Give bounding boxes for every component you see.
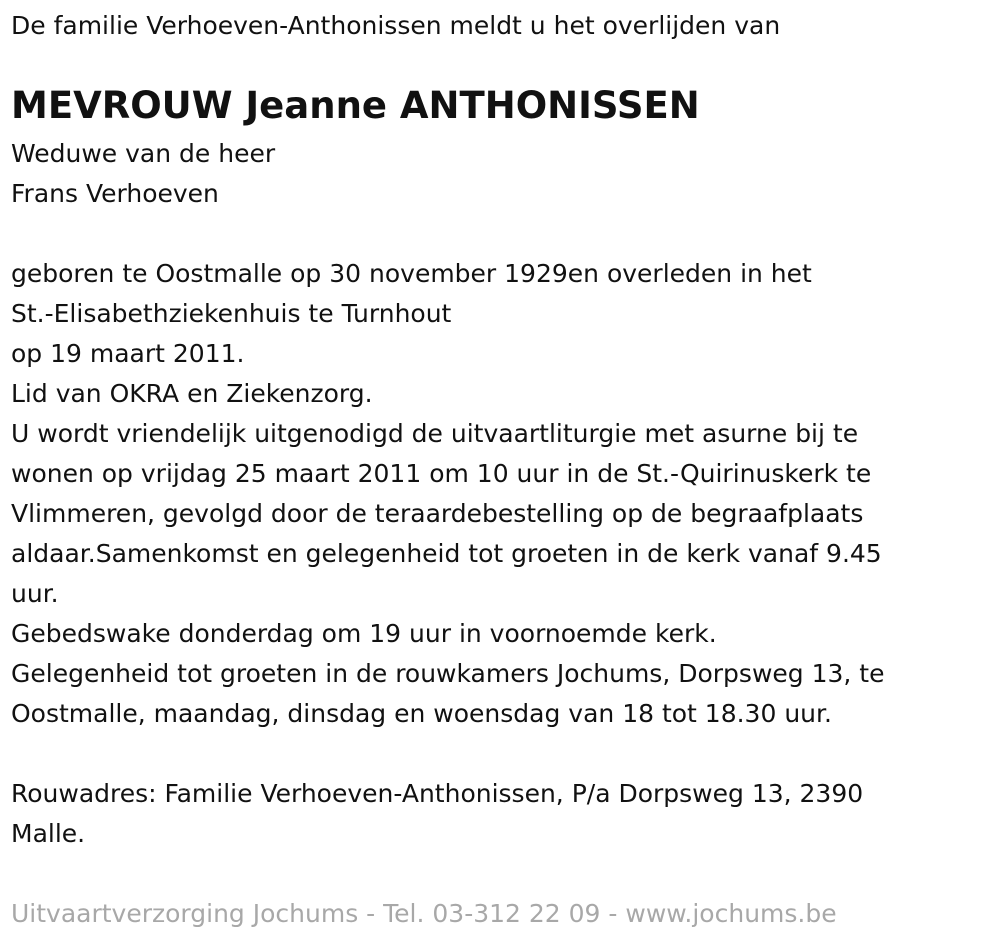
spouse-line: Frans Verhoeven (11, 179, 219, 208)
body-line: U wordt vriendelijk uitgenodigd de uitvaartliturgie met asurne bij te (11, 419, 859, 448)
body-line: Gelegenheid tot groeten in de rouwkamers Jochums, Dorpsweg 13, te (11, 659, 885, 688)
body-line: op 19 maart 2011. (11, 339, 245, 368)
address-line: Malle. (11, 819, 86, 848)
funeral-home-footer: Uitvaartverzorging Jochums - Tel. 03-312 22 09 - www.jochums.be (11, 899, 837, 928)
body-line: Oostmalle, maandag, dinsdag en woensdag van 18 tot 18.30 uur. (11, 699, 832, 728)
body-line: aldaar.Samenkomst en gelegenheid tot groeten in de kerk vanaf 9.45 (11, 539, 882, 568)
spouse-block (11, 134, 275, 214)
body-line: Vlimmeren, gevolgd door de teraardebestelling op de begraafplaats (11, 499, 864, 528)
body-line: wonen op vrijdag 25 maart 2011 om 10 uur in de St.-Quirinuskerk te (11, 459, 872, 488)
body-line: Gebedswake donderdag om 19 uur in voornoemde kerk. (11, 619, 717, 648)
deceased-name: MEVROUW Jeanne ANTHONISSEN (11, 84, 700, 127)
body-line: geboren te Oostmalle op 30 november 1929en overleden in het (11, 259, 812, 288)
spouse-line: Weduwe van de heer (11, 139, 276, 168)
body-line: St.-Elisabethziekenhuis te Turnhout (11, 299, 452, 328)
body-line: uur. (11, 579, 59, 608)
notice-body (11, 254, 884, 734)
mourning-address (11, 774, 863, 854)
body-line: Lid van OKRA en Ziekenzorg. (11, 379, 373, 408)
intro-text: De familie Verhoeven-Anthonissen meldt u het overlijden van (11, 11, 781, 40)
address-line: Rouwadres: Familie Verhoeven-Anthonissen, P/a Dorpsweg 13, 2390 (11, 779, 864, 808)
